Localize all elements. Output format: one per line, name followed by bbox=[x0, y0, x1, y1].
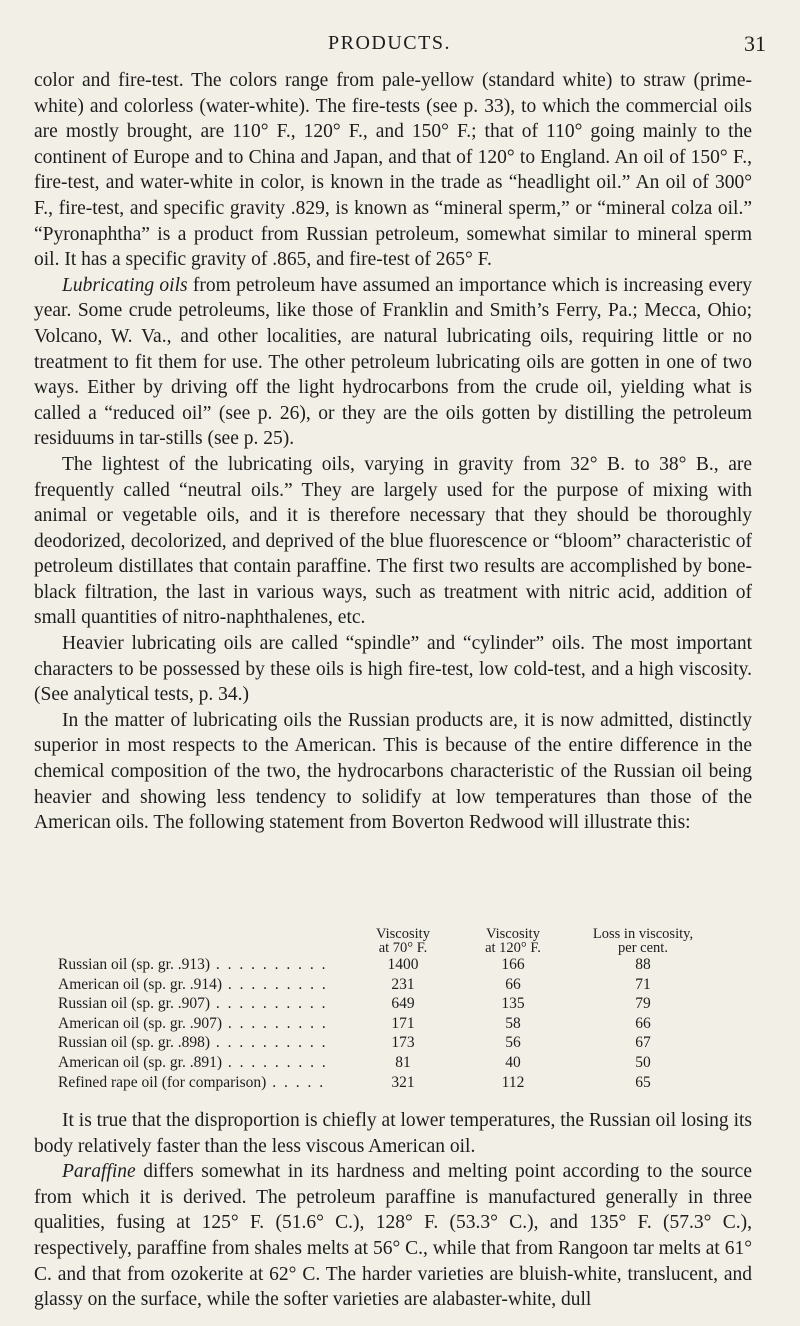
paragraph-disproportion: It is true that the disproportion is chiefly at lower temperatures, the Russian oil losing its body relatively faster than the less viscous American oil. bbox=[34, 1110, 752, 1157]
oil-name-cell bbox=[58, 955, 348, 975]
viscosity-70-cell: 173 bbox=[391, 1034, 415, 1052]
loss-cell: 71 bbox=[635, 975, 651, 993]
loss-cell: 50 bbox=[635, 1053, 651, 1071]
italic-lead: Lubricating oils bbox=[62, 274, 188, 296]
table-row bbox=[58, 1053, 718, 1073]
header-loss bbox=[568, 927, 718, 955]
oil-name: Russian oil (sp. gr. .898) bbox=[58, 1034, 210, 1052]
viscosity-70-cell: 171 bbox=[391, 1014, 415, 1032]
paragraph-russian-products: In the matter of lubricating oils the Russian products are, it is now admitted, distinctly superior in most respects to the American. This is because of the entire difference in the chemical composition of the two, the hydrocarbons characteristic of the Russian oil being heavier and showing less tendency to solidify at low temperatures than those of the American oils. The following statement from Boverton Redwood will illustrate this: bbox=[34, 709, 752, 834]
header-loss-label: Loss in viscosity, bbox=[592, 926, 694, 942]
table-row bbox=[58, 975, 718, 995]
oil-name: American oil (sp. gr. .907) bbox=[58, 1014, 223, 1032]
header-v1-sub: at 70° F. bbox=[378, 940, 428, 956]
viscosity-70-cell: 1400 bbox=[387, 956, 419, 973]
oil-name-cell bbox=[58, 975, 348, 995]
table-header-row bbox=[58, 927, 718, 955]
table-row bbox=[58, 955, 718, 975]
viscosity-120-cell: 66 bbox=[505, 975, 521, 993]
viscosity-120-cell: 56 bbox=[505, 1034, 521, 1052]
paragraph-paraffine: Paraffine differs somewhat in its hardness and melting point according to the source from which it is derived. The petroleum paraffine is manufactured generally in three qualities, fusing at 125° F. (51.6° C.), 128° F. (53.3° C.), and 135° F. (57.3° C.), respectively, paraffine from shales melts at 56° C., while that from Rangoon tar melts at 61° C. and that from ozokerite at 62° C. The harder varieties are bluish-white, translucent, and glassy on the surface, while the softer varieties are alabaster-white, dull bbox=[34, 1161, 752, 1311]
italic-lead: Paraffine bbox=[62, 1161, 136, 1183]
leader-dots: . . . . . . . . . bbox=[222, 1014, 328, 1032]
viscosity-70-cell: 231 bbox=[391, 975, 415, 993]
leader-dots: . . . . . . . . . . bbox=[210, 1034, 328, 1052]
viscosity-70-cell: 649 bbox=[391, 995, 415, 1013]
oil-name-cell bbox=[58, 994, 348, 1014]
table-row bbox=[58, 1033, 718, 1053]
page-number: 31 bbox=[744, 31, 766, 56]
viscosity-120-cell: 112 bbox=[501, 1073, 525, 1091]
viscosity-70-cell: 81 bbox=[395, 1053, 411, 1071]
oil-name-cell bbox=[58, 1014, 348, 1034]
loss-cell: 88 bbox=[635, 956, 651, 973]
header-viscosity-120 bbox=[458, 927, 568, 955]
loss-cell: 66 bbox=[635, 1014, 651, 1032]
header-v2-label: Viscosity bbox=[486, 926, 540, 942]
oil-name: Russian oil (sp. gr. .907) bbox=[58, 995, 210, 1013]
running-head bbox=[0, 28, 800, 58]
leader-dots: . . . . . . . . . bbox=[222, 1053, 328, 1071]
loss-cell: 65 bbox=[635, 1073, 651, 1091]
viscosity-120-cell: 135 bbox=[501, 995, 525, 1013]
paragraph-neutral-oils: The lightest of the lubricating oils, varying in gravity from 32° B. to 38° B., are frequently called “neutral oils.” They are largely used for the purpose of mixing with animal or vegetable oils, and it is therefore necessary that they should be thoroughly deodorized, decolorized, and deprived of the blue fluorescence or “bloom” characteristic of petroleum distillates that contain paraffine. The first two results are accomplished by bone-black filtration, the last in various ways, such as treatment with nitric acid, addition of small quantities of nitro-naphthalenes, etc. bbox=[34, 453, 752, 629]
header-v2-sub: at 120° F. bbox=[485, 940, 541, 956]
header-loss-sub: per cent. bbox=[618, 940, 668, 956]
leader-dots: . . . . . . . . . . bbox=[210, 995, 328, 1013]
viscosity-120-cell: 166 bbox=[501, 956, 525, 973]
table-row bbox=[58, 1014, 718, 1034]
viscosity-120-cell: 58 bbox=[505, 1014, 521, 1032]
oil-name: American oil (sp. gr. .891) bbox=[58, 1053, 223, 1071]
viscosity-70-cell: 321 bbox=[391, 1073, 415, 1091]
viscosity-120-cell: 40 bbox=[505, 1053, 521, 1071]
oil-name: American oil (sp. gr. .914) bbox=[58, 975, 223, 993]
table-row bbox=[58, 994, 718, 1014]
leader-dots: . . . . . . . . . bbox=[222, 975, 328, 993]
body-text bbox=[34, 68, 752, 836]
loss-cell: 67 bbox=[635, 1034, 651, 1052]
oil-name: Russian oil (sp. gr. .913) bbox=[58, 956, 210, 973]
oil-name-cell bbox=[58, 1033, 348, 1053]
oil-name-cell bbox=[58, 1073, 348, 1093]
paragraph-spindle-cylinder: Heavier lubricating oils are called “spindle” and “cylinder” oils. The most important characters to be possessed by these oils is high fire-test, low cold-test, and a high viscosity. (See analytical tests, p. 34.) bbox=[34, 633, 752, 706]
loss-cell: 79 bbox=[635, 995, 651, 1013]
viscosity-table bbox=[58, 927, 718, 1092]
tail-text bbox=[34, 1108, 752, 1313]
leader-dots: . . . . . bbox=[266, 1073, 326, 1091]
paragraph-lubricating-oils: Lubricating oils from petroleum have assumed an importance which is increasing every year. Some crude petroleums, like those of Franklin and Smith’s Ferry, Pa.; Mecca, Ohio; Volcano, W. Va., and other localities, are natural lubricating oils, requiring little or no treatment to fit them for use. The other petroleum lubricating oils are gotten in one of two ways. Either by driving off the light hydrocarbons from the crude oil, yielding what is called a “reduced oil” (see p. 26), or they are the oils gotten by distilling the petroleum residuums in tar-stills (see p. 25). bbox=[34, 274, 752, 450]
oil-name: Refined rape oil (for comparison) bbox=[58, 1073, 267, 1091]
running-title: PRODUCTS. bbox=[328, 32, 451, 54]
header-blank bbox=[58, 927, 348, 955]
leader-dots: . . . . . . . . . . bbox=[210, 956, 328, 973]
oil-name-cell bbox=[58, 1053, 348, 1073]
header-v1-label: Viscosity bbox=[376, 926, 430, 942]
table-row bbox=[58, 1073, 718, 1093]
header-viscosity-70 bbox=[348, 927, 458, 955]
paragraph-color-fire-test: color and fire-test. The colors range from pale-yellow (standard white) to straw (prime-white) and colorless (water-white). The fire-tests (see p. 33), to which the commercial oils are mostly brought, are 110° F., 120° F., and 150° F.; that of 110° going mainly to the continent of Europe and to China and Japan, and that of 120° to England. An oil of 150° F., fire-test, and water-white in color, is known in the trade as “headlight oil.” An oil of 300° F., fire-test, and specific gravity .829, is known as “mineral sperm,” or “mineral colza oil.” “Pyronaphtha” is a product from Russian petroleum, somewhat similar to mineral sperm oil. It has a specific gravity of .865, and fire-test of 265° F. bbox=[34, 70, 752, 271]
